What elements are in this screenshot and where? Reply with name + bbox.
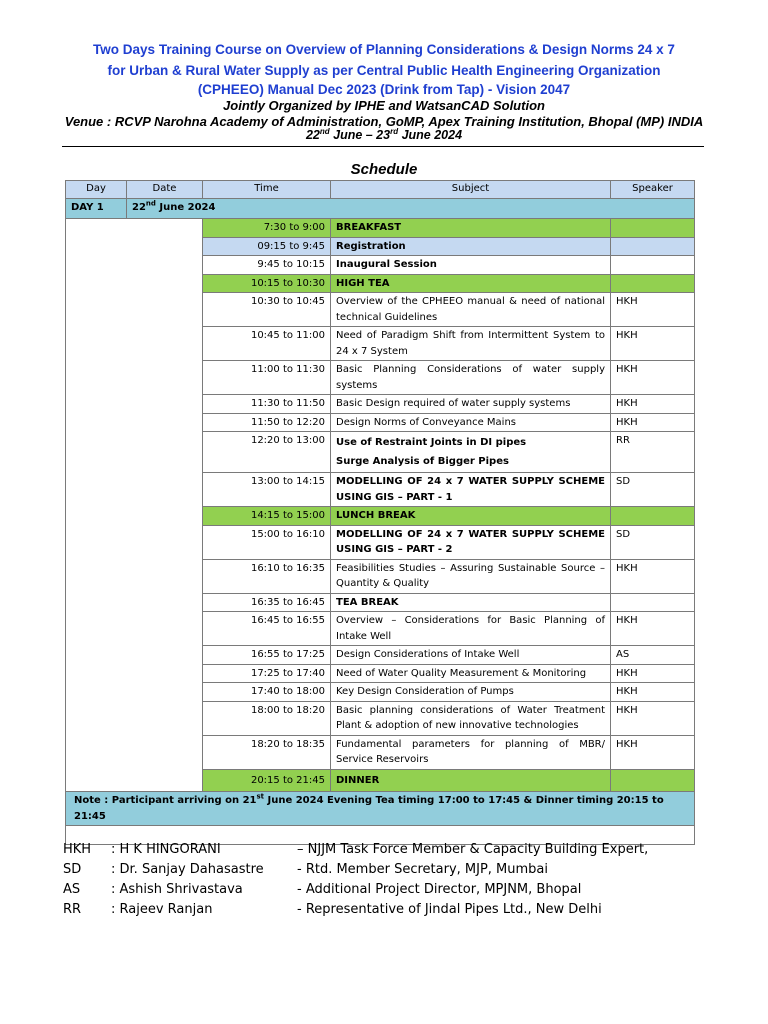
schedule-table <box>65 180 695 845</box>
speaker-cell: HKH <box>611 612 695 646</box>
subject-cell: BREAKFAST <box>331 219 611 238</box>
speaker-cell: HKH <box>611 701 695 735</box>
legend-desc: – NJJM Task Force Member & Capacity Building Expert, <box>297 842 649 857</box>
col-header-date: Date <box>127 181 203 199</box>
speaker-cell <box>611 769 695 792</box>
subject-cell: MODELLING OF 24 x 7 WATER SUPPLY SCHEME USING GIS – PART - 1 <box>331 473 611 507</box>
col-header-time: Time <box>203 181 331 199</box>
subject-cell: DINNER <box>331 769 611 792</box>
legend-abbr: RR <box>63 902 82 917</box>
col-header-day: Day <box>66 181 127 199</box>
time-cell: 15:00 to 16:10 <box>203 525 331 559</box>
subject-cell: HIGH TEA <box>331 274 611 293</box>
table-row <box>66 219 695 238</box>
time-cell: 17:25 to 17:40 <box>203 664 331 683</box>
col-header-speaker: Speaker <box>611 181 695 199</box>
speaker-cell: HKH <box>611 664 695 683</box>
subject-line: Use of Restraint Joints in DI pipes <box>336 437 527 448</box>
subject-cell: Basic planning considerations of Water Treatment Plant & adoption of new innovative technologies <box>331 701 611 735</box>
time-cell: 10:45 to 11:00 <box>203 327 331 361</box>
time-cell: 14:15 to 15:00 <box>203 507 331 526</box>
speaker-cell <box>611 237 695 256</box>
venue-line: Venue : RCVP Narohna Academy of Administration, GoMP, Apex Training Institution, Bhopal (MP) INDIA <box>64 114 704 129</box>
time-cell: 16:35 to 16:45 <box>203 593 331 612</box>
subject-cell: LUNCH BREAK <box>331 507 611 526</box>
speaker-cell: HKH <box>611 413 695 432</box>
speaker-cell: HKH <box>611 683 695 702</box>
time-cell: 16:10 to 16:35 <box>203 559 331 593</box>
subject-line: Surge Analysis of Bigger Pipes <box>336 456 509 467</box>
time-cell: 20:15 to 21:45 <box>203 769 331 792</box>
legend-name: : Rajeev Ranjan <box>111 902 213 917</box>
blank-day-date-cell <box>66 219 203 792</box>
subject-cell: MODELLING OF 24 x 7 WATER SUPPLY SCHEME USING GIS – PART - 2 <box>331 525 611 559</box>
time-cell: 11:30 to 11:50 <box>203 395 331 414</box>
subject-cell: Inaugural Session <box>331 256 611 275</box>
time-cell: 10:30 to 10:45 <box>203 293 331 327</box>
organizers-line: Jointly Organized by IPHE and WatsanCAD Solution <box>223 98 545 113</box>
time-cell: 7:30 to 9:00 <box>203 219 331 238</box>
subject-cell: Feasibilities Studies – Assuring Sustainable Source – Quantity & Quality <box>331 559 611 593</box>
subject-cell: Need of Paradigm Shift from Intermittent System to 24 x 7 System <box>331 327 611 361</box>
day-label: DAY 1 <box>66 199 127 219</box>
speaker-cell: SD <box>611 473 695 507</box>
speaker-cell: SD <box>611 525 695 559</box>
legend-desc: - Additional Project Director, MPJNM, Bhopal <box>297 882 582 897</box>
time-cell: 09:15 to 9:45 <box>203 237 331 256</box>
subject-cell: Fundamental parameters for planning of MBR/ Service Reservoirs <box>331 735 611 769</box>
time-cell: 12:20 to 13:00 <box>203 432 331 473</box>
subject-cell: Basic Design required of water supply systems <box>331 395 611 414</box>
time-cell: 9:45 to 10:15 <box>203 256 331 275</box>
subject-cell: Design Considerations of Intake Well <box>331 646 611 665</box>
title-line-2: for Urban & Rural Water Supply as per Central Public Health Engineering Organization <box>107 63 661 78</box>
subject-cell: Need of Water Quality Measurement & Monitoring <box>331 664 611 683</box>
time-cell: 18:00 to 18:20 <box>203 701 331 735</box>
schedule-heading: Schedule <box>350 161 418 178</box>
subject-cell: TEA BREAK <box>331 593 611 612</box>
note-text: Note : Participant arriving on 21st June 2024 Evening Tea timing 17:00 to 17:45 & Dinner timing 20:15 to 21:45 <box>66 792 695 826</box>
speaker-cell: HKH <box>611 735 695 769</box>
header-divider <box>62 146 704 147</box>
time-cell: 16:55 to 17:25 <box>203 646 331 665</box>
time-cell: 16:45 to 16:55 <box>203 612 331 646</box>
legend-name: : H K HINGORANI <box>111 842 221 857</box>
speaker-cell <box>611 256 695 275</box>
legend-name: : Ashish Shrivastava <box>111 882 243 897</box>
time-cell: 10:15 to 10:30 <box>203 274 331 293</box>
legend-abbr: HKH <box>63 842 92 857</box>
subject-cell: Basic Planning Considerations of water supply systems <box>331 361 611 395</box>
time-cell: 17:40 to 18:00 <box>203 683 331 702</box>
speaker-cell: HKH <box>611 559 695 593</box>
day-date: 22nd June 2024 <box>127 199 695 219</box>
subject-cell: Key Design Consideration of Pumps <box>331 683 611 702</box>
subject-cell: Overview – Considerations for Basic Planning of Intake Well <box>331 612 611 646</box>
legend-name: : Dr. Sanjay Dahasastre <box>111 862 264 877</box>
title-line-3: (CPHEEO) Manual Dec 2023 (Drink from Tap) - Vision 2047 <box>197 82 571 97</box>
legend-desc: - Rtd. Member Secretary, MJP, Mumbai <box>297 862 548 877</box>
event-dates: 22nd June – 23rd June 2024 <box>305 126 463 142</box>
time-cell: 18:20 to 18:35 <box>203 735 331 769</box>
speaker-cell: HKH <box>611 327 695 361</box>
speaker-cell <box>611 507 695 526</box>
speaker-cell <box>611 219 695 238</box>
subject-cell: Registration <box>331 237 611 256</box>
day-row <box>66 199 695 219</box>
speaker-cell <box>611 593 695 612</box>
subject-cell: Design Norms of Conveyance Mains <box>331 413 611 432</box>
speaker-cell: HKH <box>611 293 695 327</box>
legend-desc: - Representative of Jindal Pipes Ltd., New Delhi <box>297 902 602 917</box>
time-cell: 11:00 to 11:30 <box>203 361 331 395</box>
time-cell: 11:50 to 12:20 <box>203 413 331 432</box>
col-header-subject: Subject <box>331 181 611 199</box>
speaker-cell <box>611 274 695 293</box>
speaker-cell: HKH <box>611 395 695 414</box>
time-cell: 13:00 to 14:15 <box>203 473 331 507</box>
speaker-cell: AS <box>611 646 695 665</box>
speaker-cell: RR <box>611 432 695 473</box>
table-header-row <box>66 181 695 199</box>
subject-cell <box>331 432 611 473</box>
legend-abbr: SD <box>63 862 82 877</box>
speaker-cell: HKH <box>611 361 695 395</box>
subject-cell: Overview of the CPHEEO manual & need of national technical Guidelines <box>331 293 611 327</box>
note-row <box>66 792 695 826</box>
legend-abbr: AS <box>63 882 81 897</box>
title-line-1: Two Days Training Course on Overview of Planning Considerations & Design Norms 24 x 7 <box>93 42 675 57</box>
